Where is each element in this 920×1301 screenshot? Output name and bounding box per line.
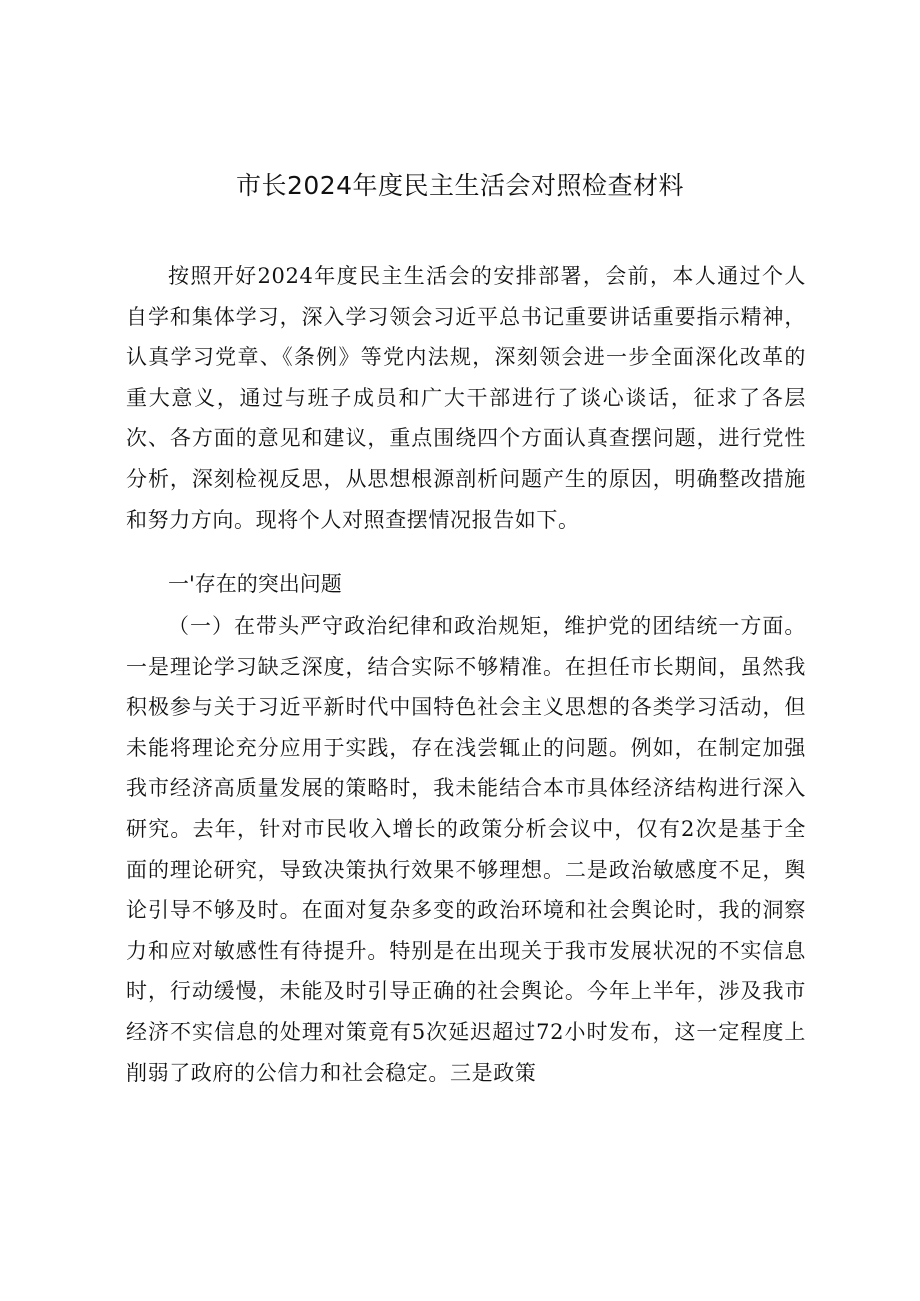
intro-paragraph: 按照开好2024年度民主生活会的安排部署，会前，本人通过个人自学和集体学习，深入学习领会习近平总书记重要讲话重要指示精神，认真学习党章、《条例》等党内法规，深刻领会进一步全面深化改革的重大意义，通过与班子成员和广大干部进行了谈心谈话，征求了各层次、各方面的意见和建议，重点围绕四个方面认真查摆问题，进行党性分析，深刻检视反思，从思想根源剖析问题产生的原因，明确整改措施和努力方向。现将个人对照查摆情况报告如下。 — [126, 264, 806, 532]
section-heading: 一'存在的突出问题 — [168, 572, 342, 596]
document-title: 市长2024年度民主生活会对照检查材料 — [235, 171, 685, 200]
section-paragraph: （一）在带头严守政治纪律和政治规矩，维护党的团结统一方面。一是理论学习缺乏深度，结合实际不够精准。在担任市长期间，虽然我积极参与关于习近平新时代中国特色社会主义思想的各类学习活动，但未能将理论充分应用于实践，存在浅尝辄止的问题。例如，在制定加强我市经济高质量发展的策略时，我未能结合本市具体经济结构进行深入研究。去年，针对市民收入增长的政策分析会议中，仅有2次是基于全面的理论研究，导致决策执行效果不够理想。二是政治敏感度不足，舆论引导不够及时。在面对复杂多变的政治环境和社会舆论时，我的洞察力和应对敏感性有待提升。特别是在出现关于我市发展状况的不实信息时，行动缓慢，未能及时引导正确的社会舆论。今年上半年，涉及我市经济不实信息的处理对策竟有5次延迟超过72小时发布，这一定程度上削弱了政府的公信力和社会稳定。三是政策 — [126, 614, 806, 1085]
